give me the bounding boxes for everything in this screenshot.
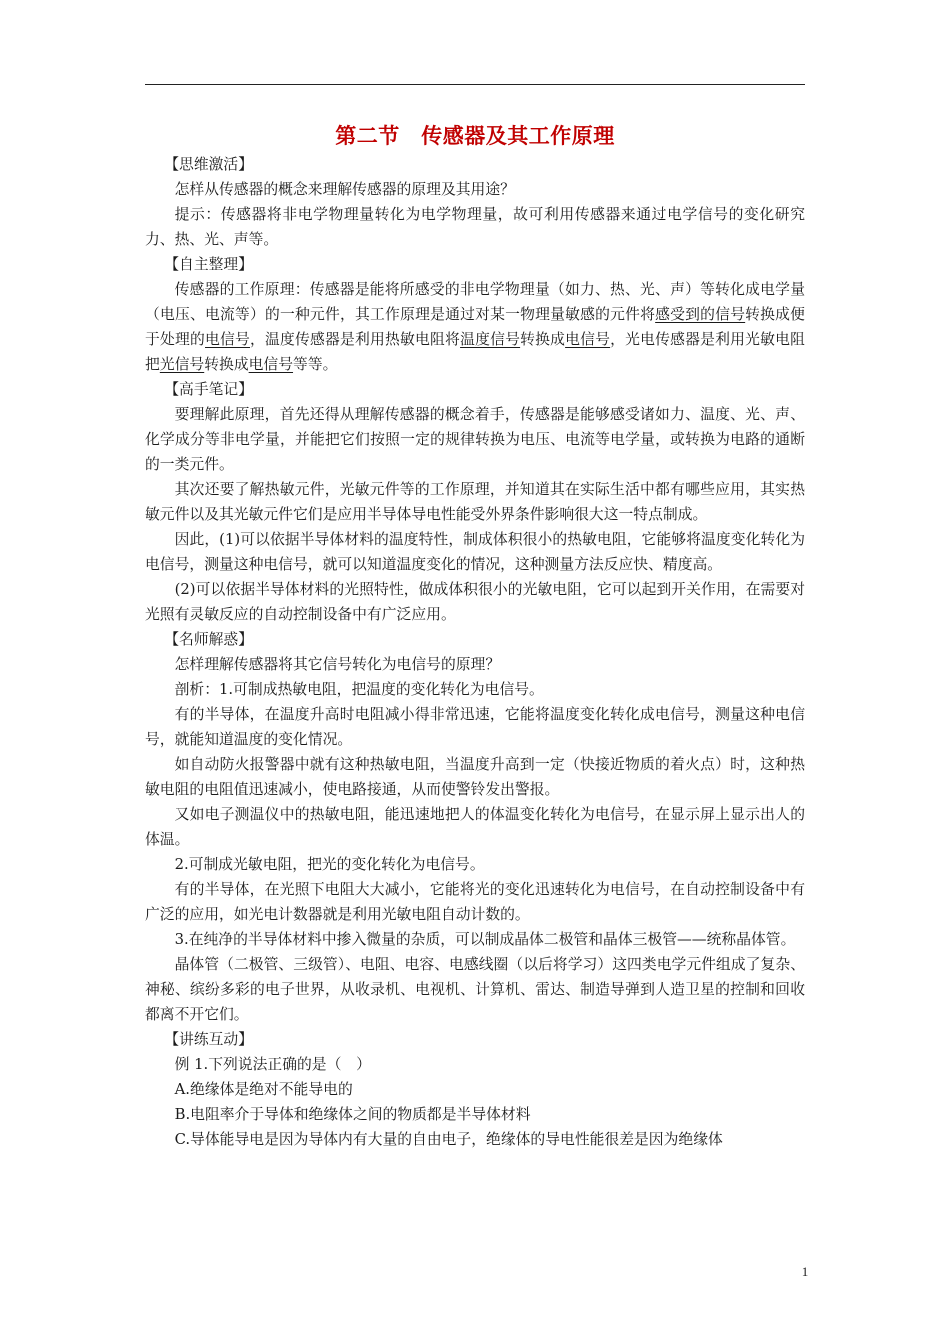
paragraph: (2)可以依据半导体材料的光照特性，做成体积很小的光敏电阻，它可以起到开关作用，在需要对光照有灵敏反应的自动控制设备中有广泛应用。 bbox=[145, 581, 805, 623]
paragraph: 2.可制成光敏电阻，把光的变化转化为电信号。 bbox=[174, 856, 485, 873]
option-a: A.绝缘体是绝对不能导电的 bbox=[174, 1081, 353, 1098]
paragraph: 怎样理解传感器将其它信号转化为电信号的原理？ bbox=[174, 656, 501, 673]
paragraph: 晶体管（二极管、三级管）、电阻、电容、电感线圈（以后将学习）这四类电学元件组成了复杂、神秘、缤纷多彩的电子世界，从收录机、电视机、计算机、雷达、制造导弹到人造卫星的控制和回收都离不开它们。 bbox=[145, 956, 805, 1023]
answer-underline: 温度信号 bbox=[460, 331, 521, 348]
answer-underline: 感受到的信号 bbox=[655, 306, 746, 323]
page-title: 第二节 传感器及其工作原理 bbox=[335, 123, 615, 148]
paragraph: 传感器的工作原理：传感器是能将所感受的非电学物理量（如力、热、光、声）等转化成电学量（电压、电流等）的一种元件，其工作原理是通过对某一物理量敏感的元件将感受到的信号转换成便于处理的电信号，温度传感器是利用热敏电阻将温度信号转换成电信号，光电传感器是利用光敏电阻把光信号转换成电信号等等。 bbox=[145, 281, 805, 373]
paragraph: 有的半导体，在光照下电阻大大减小，它能将光的变化迅速转化为电信号，在自动控制设备中有广泛的应用，如光电计数器就是利用光敏电阻自动计数的。 bbox=[145, 881, 805, 923]
section-heading: 【思维激活】 bbox=[164, 156, 254, 173]
section-heading: 【讲练互动】 bbox=[164, 1031, 254, 1048]
paragraph: 其次还要了解热敏元件，光敏元件等的工作原理，并知道其在实际生活中都有哪些应用，其实热敏元件以及其光敏元件它们是应用半导体导电性能受外界条件影响很大这一特点制成。 bbox=[145, 481, 805, 523]
paragraph: 有的半导体，在温度升高时电阻减小得非常迅速，它能将温度变化转化成电信号，测量这种电信号，就能知道温度的变化情况。 bbox=[145, 706, 805, 748]
answer-underline: 电信号 bbox=[565, 331, 611, 348]
section-heading: 【名师解惑】 bbox=[164, 631, 254, 648]
paragraph: 又如电子测温仪中的热敏电阻，能迅速地把人的体温变化转化为电信号，在显示屏上显示出人的体温。 bbox=[145, 806, 805, 848]
document-body bbox=[145, 120, 805, 1152]
paragraph: 如自动防火报警器中就有这种热敏电阻，当温度升高到一定（快接近物质的着火点）时，这种热敏电阻的电阻值迅速减小，使电路接通，从而使警铃发出警报。 bbox=[145, 756, 805, 798]
header-rule bbox=[145, 84, 805, 85]
option-c: C.导体能导电是因为导体内有大量的自由电子，绝缘体的导电性能很差是因为绝缘体 bbox=[174, 1131, 723, 1148]
paragraph: 因此，(1)可以依据半导体材料的温度特性，制成体积很小的热敏电阻，它能够将温度变化转化为电信号，测量这种电信号，就可以知道温度变化的情况，这种测量方法反应快、精度高。 bbox=[145, 531, 805, 573]
paragraph: 要理解此原理，首先还得从理解传感器的概念着手，传感器是能够感受诸如力、温度、光、声、化学成分等非电学量，并能把它们按照一定的规律转换为电压、电流等电学量，或转换为电路的通断的一类元件。 bbox=[145, 406, 805, 473]
answer-underline: 电信号 bbox=[205, 331, 251, 348]
option-b: B.电阻率介于导体和绝缘体之间的物质都是半导体材料 bbox=[174, 1106, 531, 1123]
section-heading: 【自主整理】 bbox=[164, 256, 254, 273]
answer-underline: 电信号 bbox=[248, 356, 294, 373]
paragraph: 怎样从传感器的概念来理解传感器的原理及其用途？ bbox=[174, 181, 515, 198]
page-number: 1 bbox=[801, 1264, 809, 1279]
paragraph: 剖析：1.可制成热敏电阻，把温度的变化转化为电信号。 bbox=[174, 681, 544, 698]
paragraph: 3.在纯净的半导体材料中掺入微量的杂质，可以制成晶体二极管和晶体三极管——统称晶体管。 bbox=[174, 931, 796, 948]
question: 例 1.下列说法正确的是（ ） bbox=[174, 1056, 371, 1073]
paragraph: 提示：传感器将非电学物理量转化为电学物理量，故可利用传感器来通过电学信号的变化研究力、热、光、声等。 bbox=[145, 206, 805, 248]
answer-underline: 光信号 bbox=[159, 356, 205, 373]
section-heading: 【高手笔记】 bbox=[164, 381, 254, 398]
